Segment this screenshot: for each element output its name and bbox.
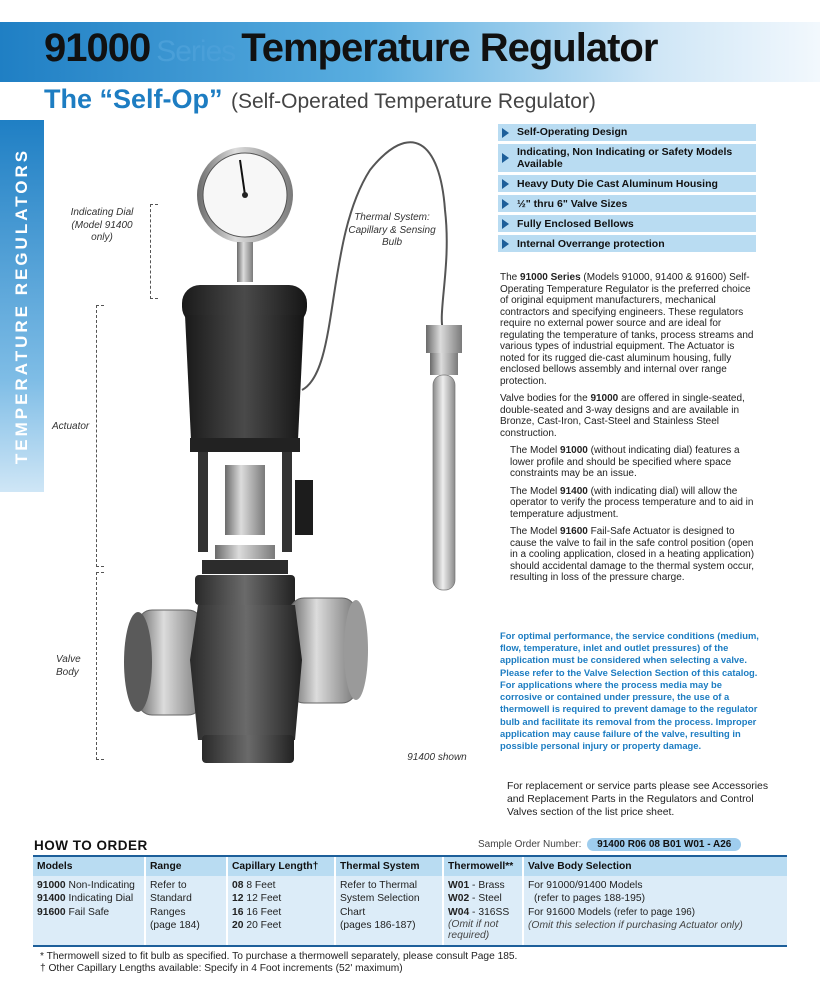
text-run-bold: 91000 — [590, 393, 619, 404]
footnote-thermowell — [40, 951, 517, 963]
capillary-desc: 8 Feet — [246, 880, 276, 891]
text-run: The Model — [510, 445, 561, 456]
table-header-row — [33, 856, 787, 876]
text-run: (with indicating dial) will allow the operator to verify the process temperature and to aid in temperature adjustment. — [510, 485, 754, 520]
valve-body-note: (Omit this selection if purchasing Actuator only) — [528, 920, 743, 932]
feature-list — [498, 124, 756, 255]
text-run-bold: 91000 — [560, 445, 588, 456]
text-run-bold: 91600 — [560, 526, 588, 537]
capillary-line — [232, 906, 330, 919]
col-capillary: Capillary Length† — [227, 856, 335, 876]
feature-item — [498, 144, 756, 172]
dagger-mark: † — [40, 962, 49, 974]
footnote-text: Other Capillary Lengths available: Specify in 4 Foot increments (52' maximum) — [48, 962, 403, 974]
arrow-icon — [502, 239, 509, 249]
range-line: Standard — [150, 893, 192, 905]
arrow-icon — [502, 153, 509, 163]
thermowell-desc: 316SS — [478, 906, 510, 918]
col-valve-body: Valve Body Selection — [523, 856, 787, 876]
feature-item — [498, 215, 756, 232]
cell-models — [33, 876, 145, 946]
actuator-yoke — [198, 452, 313, 574]
model-desc: Fail Safe — [68, 906, 110, 918]
arrow-icon — [502, 128, 509, 138]
feature-label: Indicating, Non Indicating or Safety Models Available — [517, 146, 733, 171]
page-subtitle — [44, 84, 596, 115]
callout-91400-shown: 91400 shown — [407, 752, 467, 763]
title-model: 91000 — [44, 26, 151, 70]
callout-indicating-dial: Indicating Dial (Model 91400 only) — [70, 207, 134, 243]
footnotes — [40, 951, 517, 974]
page-title — [44, 26, 657, 71]
range-line: Refer to — [150, 880, 187, 891]
indicating-dial-gauge — [197, 147, 293, 282]
actuator-housing — [182, 285, 307, 452]
capillary-line — [232, 879, 330, 892]
thermowell-desc: Steel — [478, 893, 502, 905]
valve-body — [124, 575, 368, 763]
text-run: For 91600 Models — [528, 906, 614, 918]
model-line — [37, 892, 140, 905]
model-code: 91000 — [37, 880, 66, 891]
model-line — [37, 906, 140, 919]
valve-body-line: (refer to pages 188-195) — [534, 893, 646, 905]
text-run: The Model — [510, 526, 561, 537]
feature-item — [498, 124, 756, 141]
arrow-icon — [502, 179, 509, 189]
col-range: Range — [145, 856, 227, 876]
capillary-code: 20 — [232, 920, 244, 932]
text-run: (without indicating dial) features a lower profile and should be specified where space constraints may be an issue. — [510, 445, 740, 479]
capillary-line — [232, 892, 330, 905]
cell-range — [145, 876, 227, 946]
desc-paragraph-4 — [500, 486, 756, 521]
feature-item — [498, 235, 756, 252]
thermowell-note: (Omit if not required) — [448, 919, 499, 942]
feature-label: ½" thru 6" Valve Sizes — [517, 197, 628, 210]
model-code: 91600 — [37, 906, 66, 918]
callout-thermal-system: Thermal System: Capillary & Sensing Bulb — [348, 212, 436, 248]
text-run: Fail-Safe Actuator is designed to cause the valve to fail in the safe control position (open in a cooling application, closed in a heating application) should accidental damage to the thermal system occur, resulting in loss of the pressure charge. — [510, 526, 755, 583]
description-text — [500, 272, 756, 590]
feature-item — [498, 195, 756, 212]
capillary-code: 08 — [232, 880, 244, 891]
thermowell-line: W04 - 316SS — [448, 906, 510, 918]
thermal-line: System Selection — [340, 893, 420, 905]
text-run: (Models 91000, 91400 & 91600) Self-Operating Temperature Regulator is the preferred choice of original equipment manufacturers, mechanical contractors and specifying engineers. These regulators require no external power source and are ideal for regulating the temperature of tanks, process streams and various types of industrial equipment. The Actuator is noted for its rugged die-cast aluminum housing, fully enclosed bellows assembly and internal over range protection. — [500, 272, 754, 387]
table-row — [33, 876, 787, 946]
arrow-icon — [502, 199, 509, 209]
side-tab-label: TEMPERATURE REGULATORS — [12, 147, 31, 465]
cell-thermal — [335, 876, 443, 946]
cell-thermowell — [443, 876, 523, 946]
subtitle-text: (Self-Operated Temperature Regulator) — [230, 90, 596, 113]
thermowell-desc: Brass — [478, 880, 505, 891]
capillary-line — [232, 919, 330, 932]
col-models: Models — [33, 856, 145, 876]
asterisk-mark: * — [40, 951, 47, 962]
col-thermowell: Thermowell** — [443, 856, 523, 876]
feature-label: Self-Operating Design — [517, 126, 628, 139]
capillary-tube — [302, 142, 447, 390]
title-text: Temperature Regulator — [241, 26, 658, 70]
cell-valve-body — [523, 876, 787, 946]
capillary-code: 12 — [232, 893, 244, 905]
text-run: The Model — [510, 485, 561, 497]
subtitle-self-op: The “Self-Op” — [44, 84, 223, 114]
sample-order — [478, 838, 741, 851]
replacement-parts-note: For replacement or service parts please see Accessories and Replacement Parts in the Regulators and Control Valves section of the list price sheet. — [507, 781, 769, 818]
regulator-illustration — [90, 120, 490, 770]
capillary-desc: 16 Feet — [246, 906, 282, 918]
desc-paragraph-1 — [500, 272, 756, 387]
capillary-desc: 12 Feet — [246, 893, 282, 905]
footnote-text: Thermowell sized to fit bulb as specified. To purchase a thermowell separately, please consult Page 185. — [46, 951, 518, 962]
sensing-bulb — [426, 325, 462, 590]
text-run: are offered in single-seated, double-seated and 3-way designs and are available in Bronze, Cast-Iron, Cast-Steel and Stainless Steel construction. — [500, 393, 745, 439]
callout-actuator: Actuator — [52, 421, 90, 432]
feature-label: Internal Overrange protection — [517, 237, 665, 250]
feature-label: Fully Enclosed Bellows — [517, 217, 634, 230]
range-line: (page 184) — [150, 920, 200, 932]
thermal-line: Chart — [340, 906, 366, 918]
col-thermal: Thermal System — [335, 856, 443, 876]
thermowell-code: W01 — [448, 880, 470, 891]
model-desc: Non-Indicating — [68, 880, 135, 891]
thermowell-code: W04 — [448, 906, 470, 918]
thermowell-line: W02 - Steel — [448, 893, 502, 905]
range-line: Ranges — [150, 906, 186, 918]
capillary-code: 16 — [232, 906, 244, 918]
model-desc: Indicating Dial — [68, 893, 134, 905]
capillary-desc: 20 Feet — [246, 920, 282, 932]
feature-item — [498, 175, 756, 192]
model-line — [37, 879, 140, 892]
sample-order-number: 91400 R06 08 B01 W01 - A26 — [587, 838, 741, 851]
text-run: (refer to page 196) — [613, 906, 696, 918]
thermowell-line: W01 - Brass — [448, 880, 505, 891]
text-run: The — [500, 272, 521, 283]
callout-valve-body: Valve Body — [56, 654, 81, 678]
model-code: 91400 — [37, 893, 66, 905]
title-series: Series — [156, 35, 236, 68]
feature-label: Heavy Duty Die Cast Aluminum Housing — [517, 177, 718, 190]
desc-paragraph-2 — [500, 393, 756, 439]
text-run-bold: 91400 — [560, 485, 588, 497]
text-run: Valve bodies for the — [500, 393, 591, 404]
cell-capillary — [227, 876, 335, 946]
how-to-order-heading: HOW TO ORDER — [34, 838, 148, 853]
valve-body-line — [528, 906, 783, 920]
order-table — [33, 855, 787, 947]
thermowell-code: W02 — [448, 893, 470, 905]
desc-paragraph-3 — [500, 445, 756, 480]
valve-body-line: For 91000/91400 Models — [528, 880, 643, 891]
thermal-line: Refer to Thermal — [340, 880, 418, 891]
arrow-icon — [502, 219, 509, 229]
text-run-bold: 91000 Series — [520, 272, 581, 283]
footnote-capillary — [40, 963, 517, 975]
application-warning: For optimal performance, the service conditions (medium, flow, temperature, inlet and outlet pressures) of the application must be considered when selecting a valve. Please refer to the Valve Selection Section of this catalog. For applications where the process media may be corrosive or contained under pressure, the use of a thermowell is required to prevent damage to the regulator bulb and facilitate its removal from the process. Improper application may cause failure of the valve, resulting in possible personal injury or property damage. — [500, 630, 759, 751]
desc-paragraph-5 — [500, 526, 756, 584]
section-side-tab — [0, 120, 44, 492]
sample-label: Sample Order Number: — [478, 839, 582, 850]
thermal-line: (pages 186-187) — [340, 920, 416, 932]
